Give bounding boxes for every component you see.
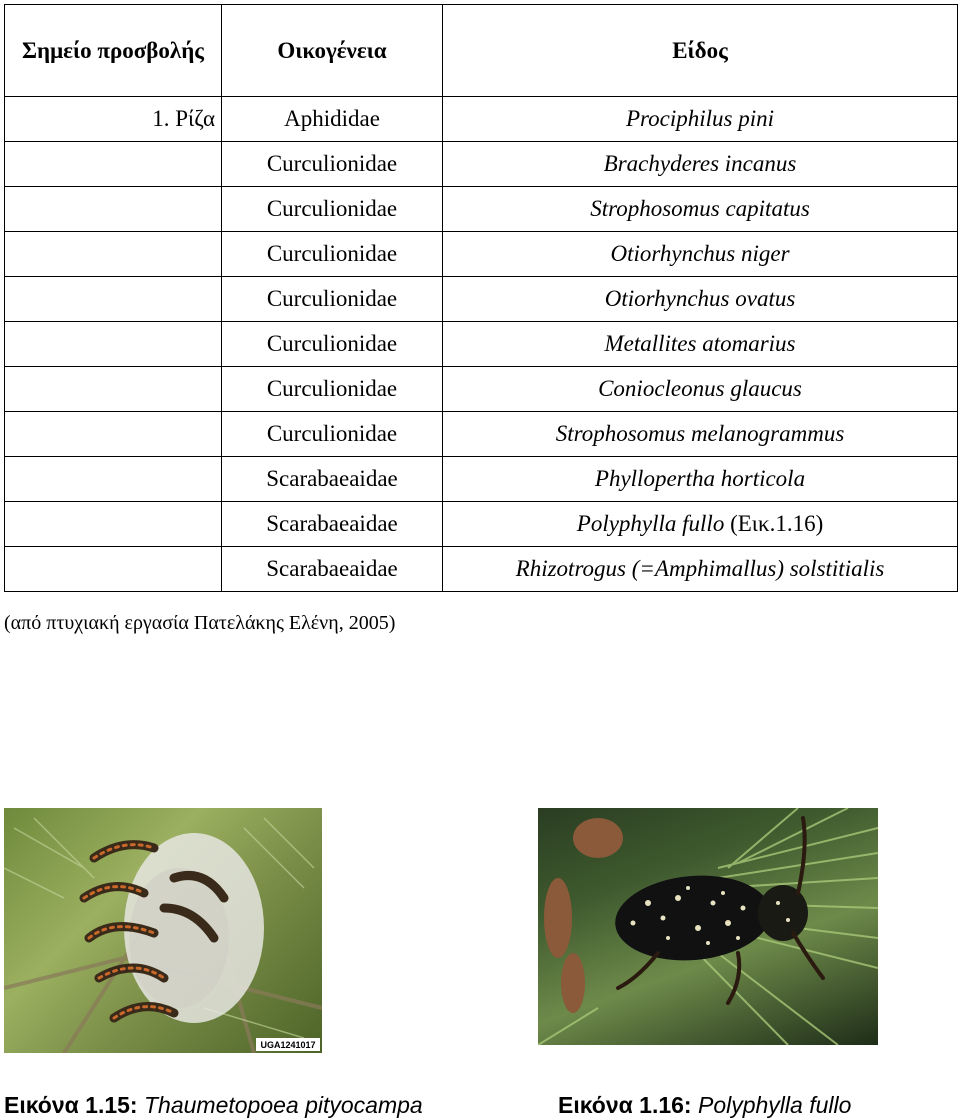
cell-species: Strophosomus capitatus (443, 187, 958, 232)
table-row (5, 457, 958, 502)
cell-species: Prociphilus pini (443, 97, 958, 142)
photo-polyphylla (538, 808, 878, 1045)
table-header-row (5, 5, 958, 97)
figure-caption-2 (558, 1092, 851, 1119)
cell-species: Strophosomus melanogrammus (443, 412, 958, 457)
cell-point (5, 232, 222, 277)
beetle-image (538, 808, 878, 1045)
table-row (5, 367, 958, 412)
caption-label: Εικόνα 1.15: (4, 1092, 138, 1118)
cell-point (5, 187, 222, 232)
table-row (5, 502, 958, 547)
pest-table (4, 4, 958, 592)
cell-family: Aphididae (222, 97, 443, 142)
table-row (5, 232, 958, 277)
table-row (5, 277, 958, 322)
cell-family: Curculionidae (222, 412, 443, 457)
table-row (5, 187, 958, 232)
cell-point (5, 547, 222, 592)
header-species: Είδος (443, 5, 958, 97)
header-point: Σημείο προσβολής (5, 5, 222, 97)
species-name: Polyphylla fullo (576, 511, 725, 536)
cell-point (5, 502, 222, 547)
cell-species: Phyllopertha horticola (443, 457, 958, 502)
photo-watermark: UGA1241017 (260, 1040, 316, 1050)
caterpillar-nest-image (4, 808, 322, 1053)
cell-family: Curculionidae (222, 187, 443, 232)
cell-species: Otiorhynchus niger (443, 232, 958, 277)
photo-thaumetopoea (4, 808, 322, 1053)
cell-point (5, 142, 222, 187)
caption-species: Thaumetopoea pityocampa (143, 1092, 423, 1118)
table-row (5, 322, 958, 367)
cell-species: Coniocleonus glaucus (443, 367, 958, 412)
cell-family: Curculionidae (222, 277, 443, 322)
table-row (5, 142, 958, 187)
header-family: Οικογένεια (222, 5, 443, 97)
table-row (5, 412, 958, 457)
cell-family: Scarabaeaidae (222, 547, 443, 592)
cell-point: 1. Ρίζα (5, 97, 222, 142)
cell-family: Curculionidae (222, 322, 443, 367)
figure-reference: (Εικ.1.16) (730, 511, 824, 536)
cell-family: Curculionidae (222, 232, 443, 277)
cell-family: Scarabaeaidae (222, 457, 443, 502)
source-note: (από πτυχιακή εργασία Πατελάκης Ελένη, 2005) (4, 612, 396, 634)
cell-family: Curculionidae (222, 367, 443, 412)
cell-species: Metallites atomarius (443, 322, 958, 367)
caption-label: Εικόνα 1.16: (558, 1092, 692, 1118)
cell-species: Otiorhynchus ovatus (443, 277, 958, 322)
cell-species: Brachyderes incanus (443, 142, 958, 187)
table-row (5, 547, 958, 592)
table-row (5, 97, 958, 142)
cell-point (5, 412, 222, 457)
figure-caption-1 (4, 1092, 423, 1119)
cell-point (5, 367, 222, 412)
cell-family: Curculionidae (222, 142, 443, 187)
cell-species (443, 502, 958, 547)
cell-species: Rhizotrogus (=Amphimallus) solstitialis (443, 547, 958, 592)
cell-point (5, 277, 222, 322)
cell-point (5, 322, 222, 367)
cell-point (5, 457, 222, 502)
cell-family: Scarabaeaidae (222, 502, 443, 547)
caption-species: Polyphylla fullo (697, 1092, 852, 1118)
